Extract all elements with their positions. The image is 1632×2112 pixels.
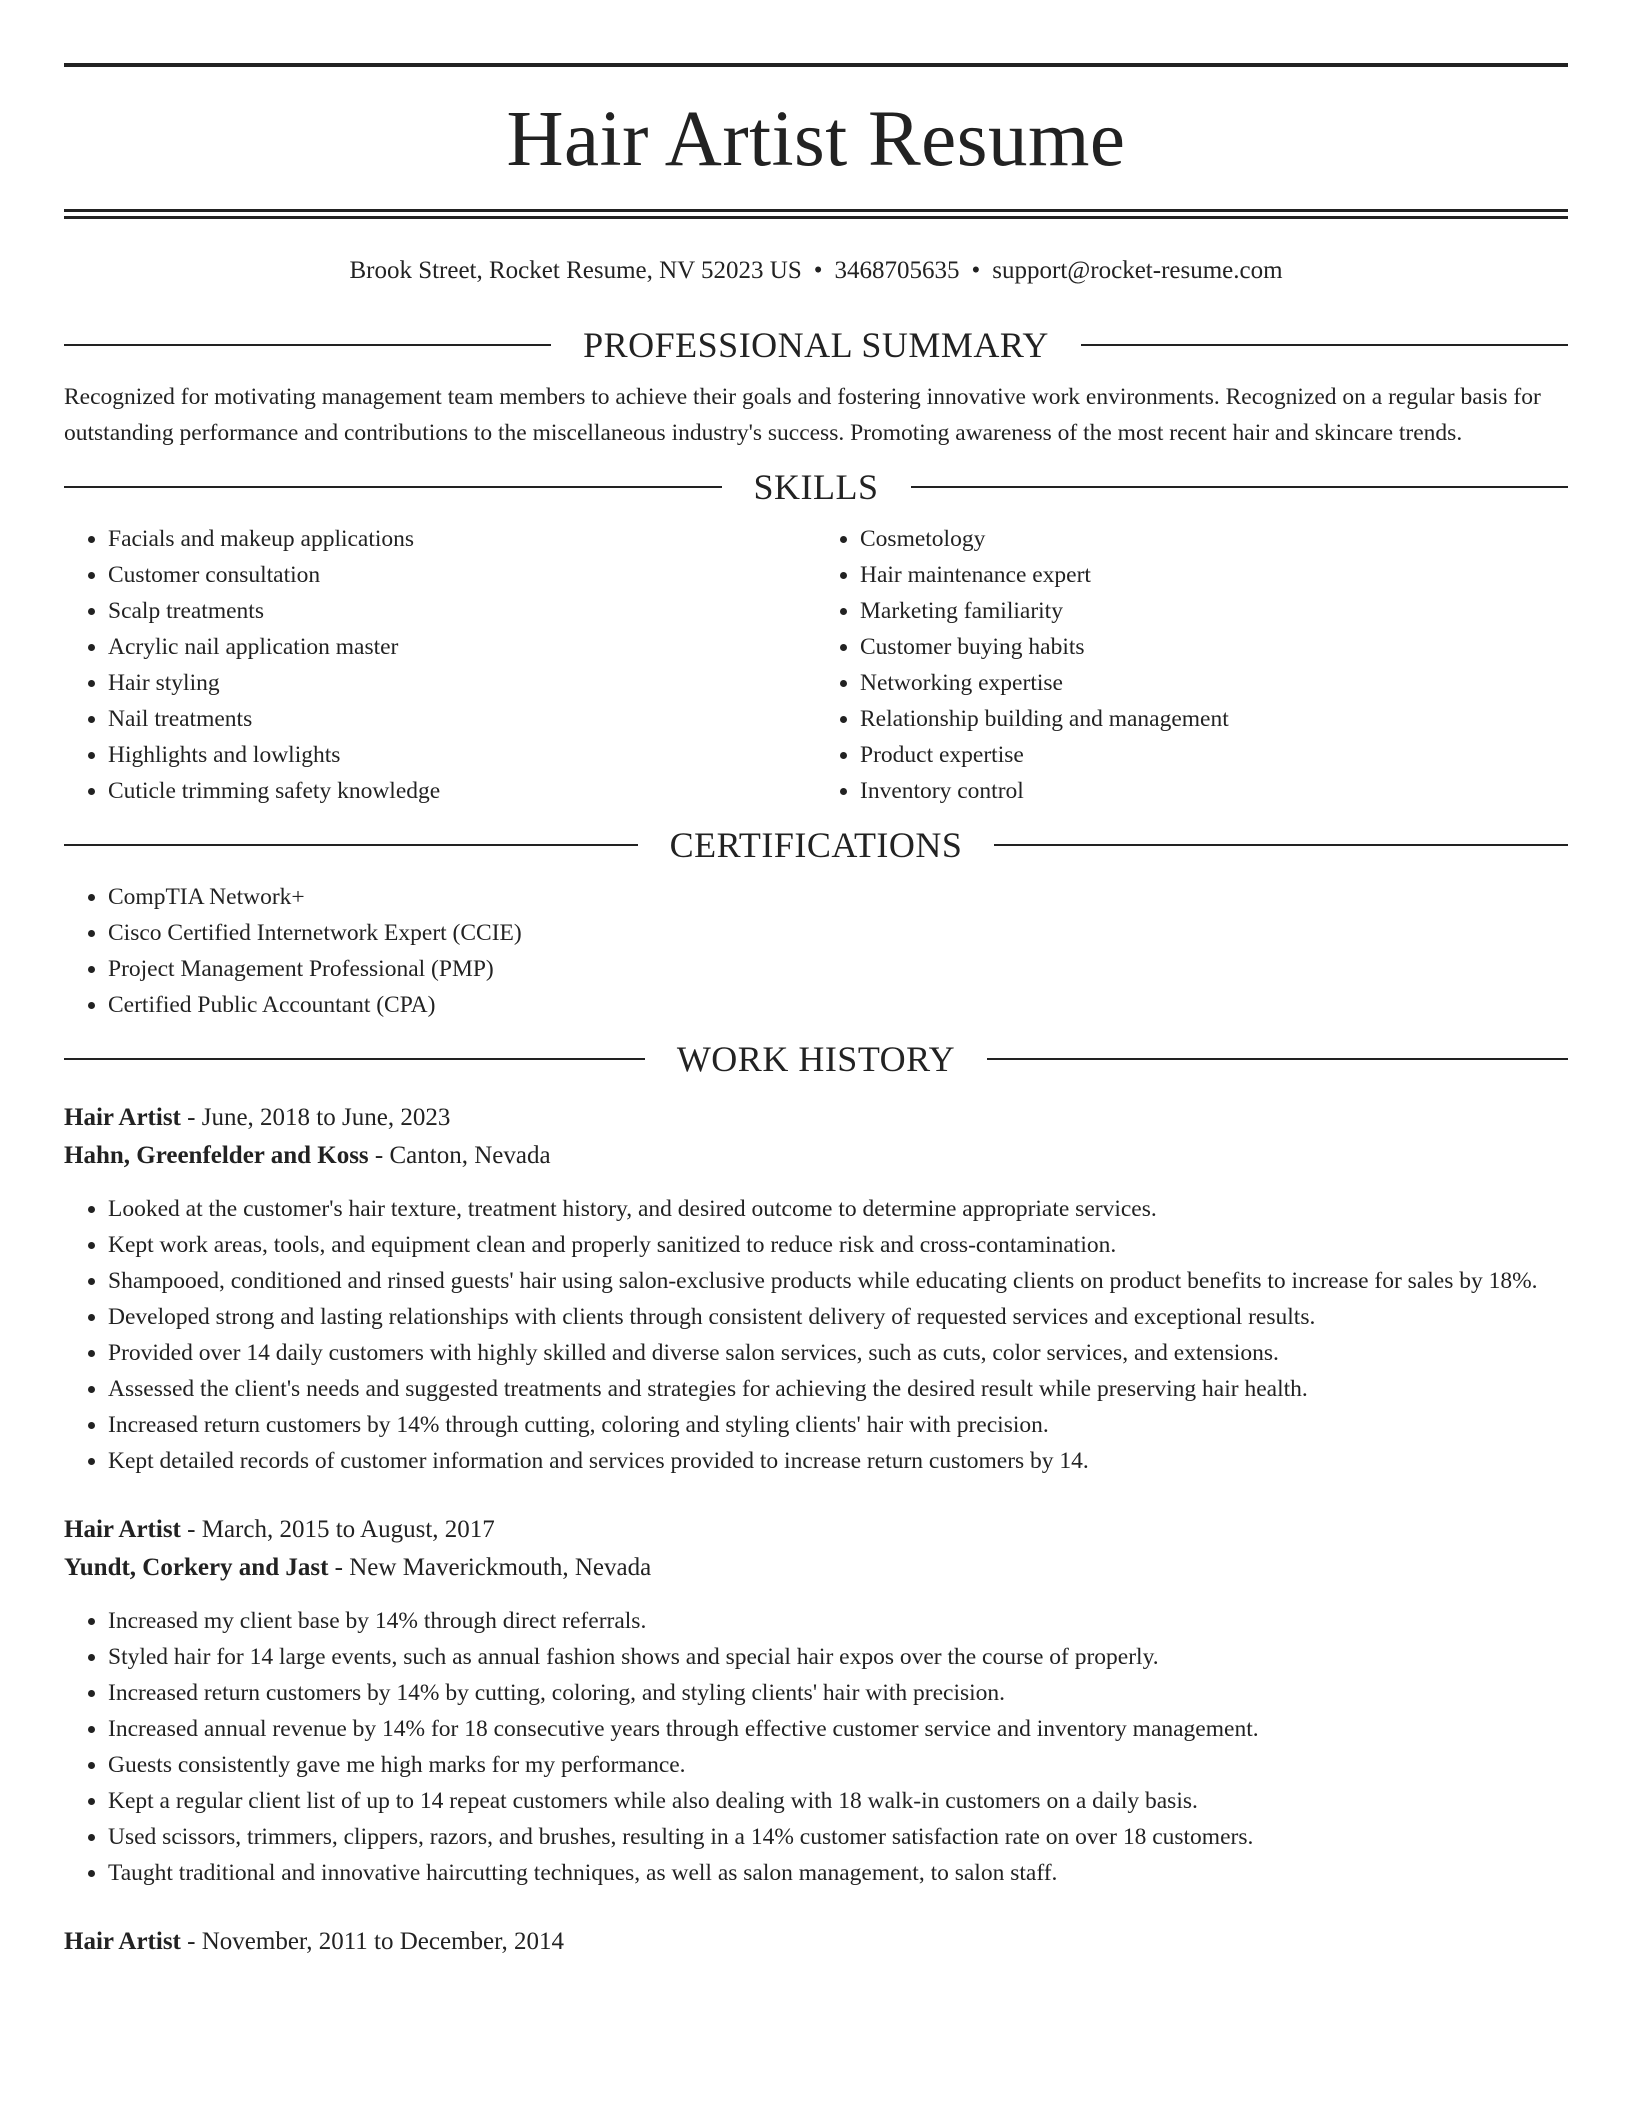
job-dash: - — [368, 1142, 390, 1169]
resume-page — [64, 0, 1568, 1961]
section-title-skills: SKILLS — [753, 467, 879, 507]
skill-item: • Cosmetology — [860, 521, 1568, 557]
contact-address: Brook Street, Rocket Resume, NV 52023 US — [349, 257, 802, 284]
skill-item: • Nail treatments — [108, 701, 816, 737]
job-title: Hair Artist — [64, 1104, 181, 1131]
job-title: Hair Artist — [64, 1928, 181, 1955]
job-title-line — [64, 1923, 1568, 1961]
job-bullet: • Looked at the customer's hair texture, treatment history, and desired outcome to determine appropriate services. — [108, 1191, 1568, 1227]
job-title-line — [64, 1511, 1568, 1549]
header-double-rule — [64, 209, 1568, 219]
skill-item: • Scalp treatments — [108, 593, 816, 629]
section-rule-left — [64, 1058, 645, 1060]
job-title: Hair Artist — [64, 1516, 181, 1543]
contact-separator: • — [971, 257, 981, 284]
certification-item: • CompTIA Network+ — [108, 879, 1568, 915]
summary-text: Recognized for motivating management team members to achieve their goals and fostering innovative work environments. Recognized on a regular basis for outstanding performance and contributions to the miscellaneous industry's success. Promoting awareness of the most recent hair and skincare trends. — [64, 384, 1541, 446]
job-bullet: • Increased return customers by 14% through cutting, coloring and styling clients' hair with precision. — [108, 1407, 1568, 1443]
skill-item: • Marketing familiarity — [860, 593, 1568, 629]
job-dates: November, 2011 to December, 2014 — [201, 1928, 564, 1955]
skill-item: • Acrylic nail application master — [108, 629, 816, 665]
job-bullet: • Provided over 14 daily customers with highly skilled and diverse salon services, such as cuts, color services, and extensions. — [108, 1335, 1568, 1371]
job-bullet: • Styled hair for 14 large events, such as annual fashion shows and special hair expos over the course of properly. — [108, 1639, 1568, 1675]
job-company-line — [64, 1137, 1568, 1175]
skill-item: • Customer consultation — [108, 557, 816, 593]
resume-title: Hair Artist Resume — [506, 96, 1126, 183]
skill-item: • Hair styling — [108, 665, 816, 701]
skill-item: • Networking expertise — [860, 665, 1568, 701]
contact-phone: 3468705635 — [834, 257, 960, 284]
job-bullet: • Developed strong and lasting relationships with clients through consistent delivery of requested services and exceptional results. — [108, 1299, 1568, 1335]
skill-item: • Hair maintenance expert — [860, 557, 1568, 593]
skill-item: • Highlights and lowlights — [108, 737, 816, 773]
skill-item: • Customer buying habits — [860, 629, 1568, 665]
contact-line — [64, 255, 1568, 287]
job-bullet: • Shampooed, conditioned and rinsed guests' hair using salon-exclusive products while educating clients on product benefits to increase for sales by 18%. — [108, 1263, 1568, 1299]
job-bullet: • Taught traditional and innovative haircutting techniques, as well as salon management, to salon staff. — [108, 1855, 1568, 1891]
skills-columns — [64, 521, 1568, 809]
job-dates: June, 2018 to June, 2023 — [201, 1104, 451, 1131]
section-rule-right — [994, 844, 1568, 846]
section-title-certifications: CERTIFICATIONS — [669, 825, 963, 865]
job-bullet: • Kept work areas, tools, and equipment clean and properly sanitized to reduce risk and cross-contamination. — [108, 1227, 1568, 1263]
section-rule-right — [911, 486, 1569, 488]
certification-item: • Cisco Certified Internetwork Expert (CCIE) — [108, 915, 1568, 951]
job-bullet-list — [64, 1191, 1568, 1479]
section-rule-right — [1081, 344, 1568, 346]
section-title-work-history: WORK HISTORY — [676, 1039, 956, 1079]
contact-separator: • — [813, 257, 823, 284]
job-dash: - — [180, 1104, 202, 1131]
section-rule-right — [987, 1058, 1568, 1060]
section-title-summary: PROFESSIONAL SUMMARY — [583, 325, 1049, 365]
job-dash: - — [180, 1928, 202, 1955]
certification-item: • Certified Public Accountant (CPA) — [108, 987, 1568, 1023]
job-bullet: • Guests consistently gave me high marks for my performance. — [108, 1747, 1568, 1783]
contact-email: support@rocket-resume.com — [992, 257, 1283, 284]
job-entry — [64, 1099, 1568, 1479]
job-company: Yundt, Corkery and Jast — [64, 1554, 329, 1581]
certifications-list — [64, 879, 1568, 1023]
job-entry — [64, 1511, 1568, 1891]
job-company-line — [64, 1549, 1568, 1587]
job-dates: March, 2015 to August, 2017 — [201, 1516, 495, 1543]
section-header-summary — [64, 323, 1568, 367]
job-title-line — [64, 1099, 1568, 1137]
skill-item: • Relationship building and management — [860, 701, 1568, 737]
job-bullet-list — [64, 1603, 1568, 1891]
job-bullet: • Increased my client base by 14% through direct referrals. — [108, 1603, 1568, 1639]
skill-item: • Facials and makeup applications — [108, 521, 816, 557]
skill-item: • Product expertise — [860, 737, 1568, 773]
section-rule-left — [64, 844, 638, 846]
header-top-rule — [64, 63, 1568, 67]
certification-item: • Project Management Professional (PMP) — [108, 951, 1568, 987]
skill-item: • Inventory control — [860, 773, 1568, 809]
section-rule-left — [64, 486, 722, 488]
job-bullet: • Assessed the client's needs and suggested treatments and strategies for achieving the desired result while preserving hair health. — [108, 1371, 1568, 1407]
job-bullet: • Increased return customers by 14% by cutting, coloring, and styling clients' hair with precision. — [108, 1675, 1568, 1711]
job-company: Hahn, Greenfelder and Koss — [64, 1142, 369, 1169]
job-entry — [64, 1923, 1568, 1961]
section-header-certifications — [64, 823, 1568, 867]
section-rule-left — [64, 344, 551, 346]
job-bullet: • Kept a regular client list of up to 14 repeat customers while also dealing with 18 walk-in customers on a daily basis. — [108, 1783, 1568, 1819]
skills-list-left — [64, 521, 816, 809]
job-bullet: • Kept detailed records of customer information and services provided to increase return customers by 14. — [108, 1443, 1568, 1479]
section-header-skills — [64, 465, 1568, 509]
job-location: New Maverickmouth, Nevada — [349, 1554, 652, 1581]
section-header-work-history — [64, 1037, 1568, 1081]
job-dash: - — [180, 1516, 202, 1543]
job-dash: - — [328, 1554, 350, 1581]
job-bullet: • Increased annual revenue by 14% for 18 consecutive years through effective customer service and inventory management. — [108, 1711, 1568, 1747]
job-location: Canton, Nevada — [389, 1142, 551, 1169]
job-bullet: • Used scissors, trimmers, clippers, razors, and brushes, resulting in a 14% customer satisfaction rate on over 18 customers. — [108, 1819, 1568, 1855]
skill-item: • Cuticle trimming safety knowledge — [108, 773, 816, 809]
skills-list-right — [816, 521, 1568, 809]
